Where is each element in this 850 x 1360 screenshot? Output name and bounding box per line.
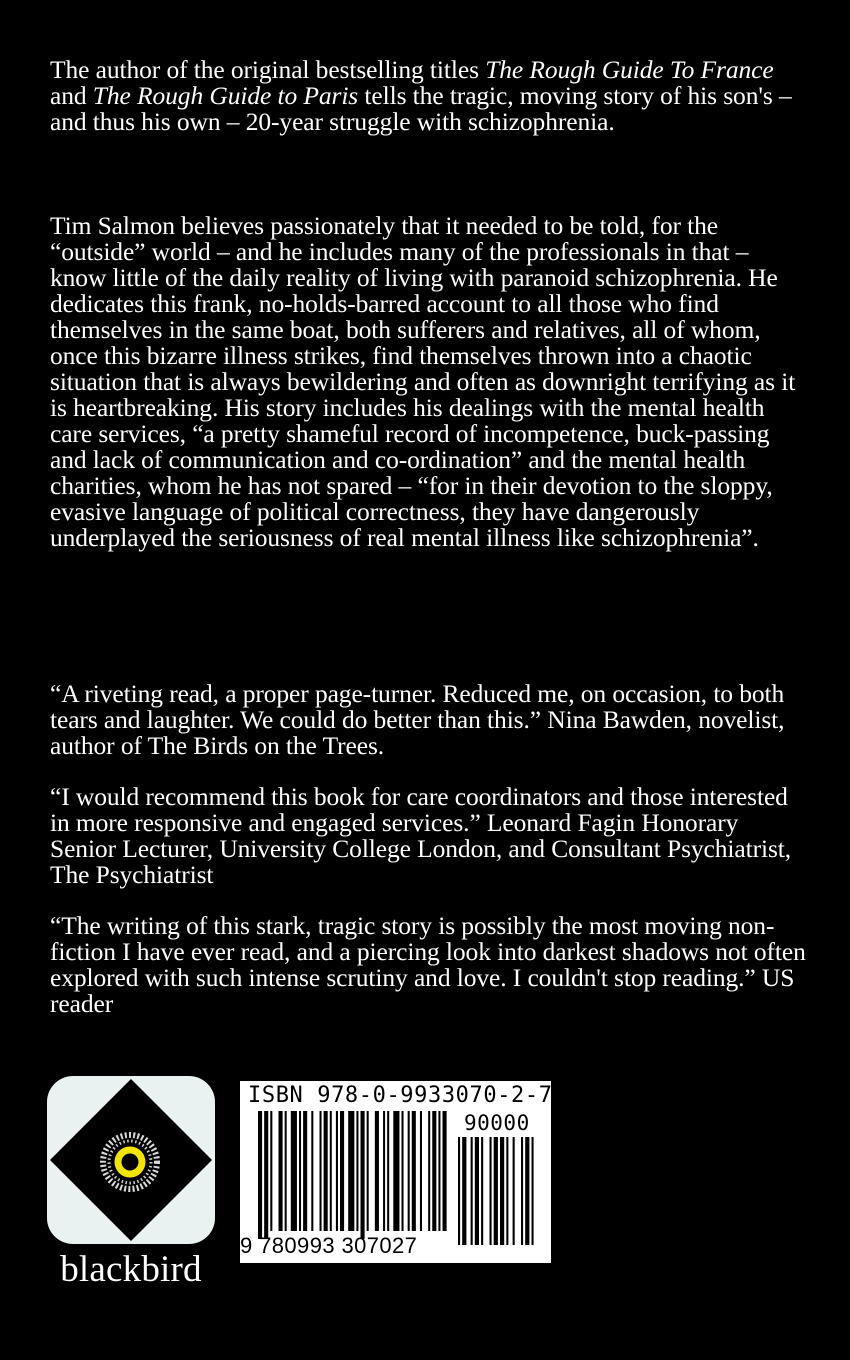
- review-quote-2: “I would recommend this book for care coordinators and those interested in more responsive and engaged services.” Leonard Fagin Honorary Senior Lecturer, University College London, and Consultant Psychiatrist, The Psychiatrist: [50, 782, 792, 889]
- blurb-intro-text: tells the tragic, moving story of his son's – and thus his own – 20-year struggle with schizophrenia.: [50, 81, 792, 136]
- blurb-intro-text: The author of the original bestselling titles: [50, 55, 486, 84]
- diamond-eye-icon: [47, 1076, 215, 1244]
- publisher-name: blackbird: [60, 1249, 202, 1290]
- blurb-intro-text: and: [50, 81, 93, 110]
- publisher-logo: [47, 1076, 215, 1244]
- isbn-barcode: [240, 1081, 551, 1263]
- isbn-label: ISBN 978-0-9933070-2-7: [248, 1083, 553, 1108]
- review-quote-1: “A riveting read, a proper page-turner. Reduced me, on occasion, to both tears and laughter. We could do better than this.” Nina Bawden, novelist, author of The Birds on the Trees.: [50, 679, 785, 760]
- book-title-paris: The Rough Guide to Paris: [92, 81, 359, 110]
- review-quote-3: “The writing of this stark, tragic story is possibly the most moving non-fiction I have ever read, and a piercing look into darkest shadows not often explored with such intense scrutiny and love. I couldn't stop reading.” US reader: [50, 911, 806, 1018]
- blurb-intro-paragraph: [50, 57, 810, 135]
- barcode-digits: 9 780993 307027: [240, 1233, 418, 1258]
- blurb-main-paragraph: Tim Salmon believes passionately that it needed to be told, for the “outside” world – and he includes many of the professionals in that – know little of the daily reality of living with paranoid schizophrenia. He dedicates this frank, no-holds-barred account to all those who find themselves in the same boat, both sufferers and relatives, all of whom, once this bizarre illness strikes, find themselves thrown into a chaotic situation that is always bewildering and often as downright terrifying as it is heartbreaking. His story includes his dealings with the mental health care services, “a pretty shameful record of incompetence, buck-passing and lack of communication and co-ordination” and the mental health charities, whom he has not spared – “for in their devotion to the sloppy, evasive language of political correctness, they have dangerously underplayed the seriousness of real mental illness like schizophrenia”.: [50, 211, 796, 552]
- book-title-france: The Rough Guide To France: [485, 55, 774, 84]
- price-code: 90000: [464, 1111, 530, 1135]
